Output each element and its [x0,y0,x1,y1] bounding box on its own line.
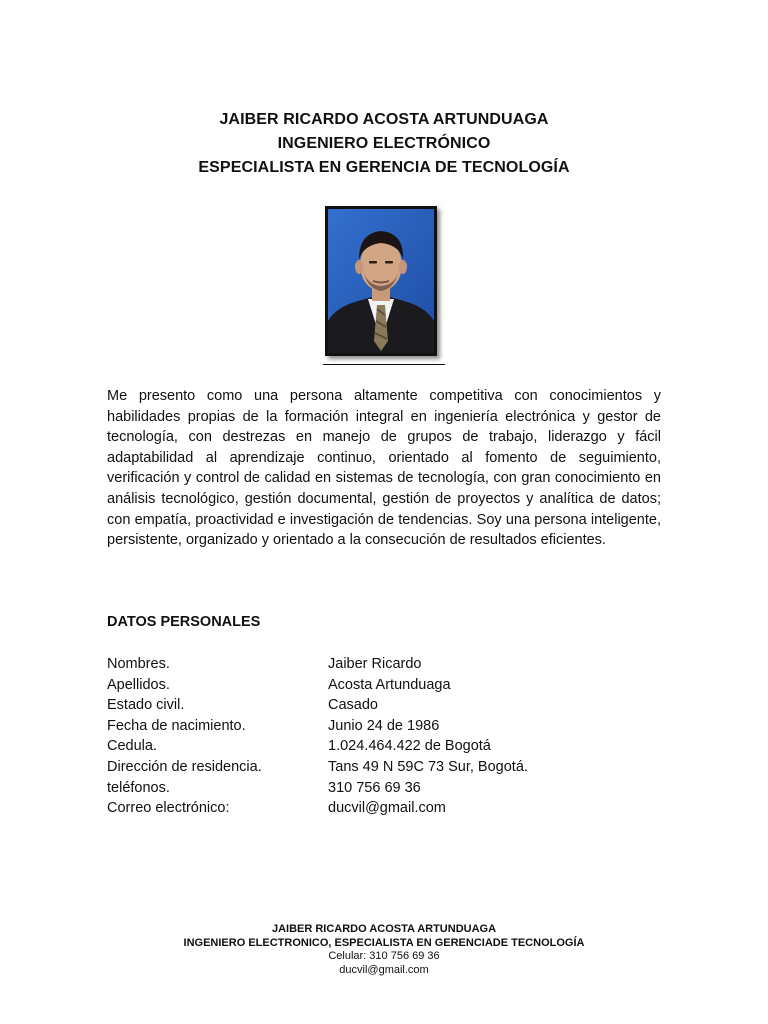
specialty-title: ESPECIALISTA EN GERENCIA DE TECNOLOGÍA [198,159,570,176]
footer-name: JAIBER RICARDO ACOSTA ARTUNDUAGA [271,923,497,935]
personal-data-row [107,716,667,737]
field-value: 1.024.464.422 de Bogotá [328,738,491,755]
portrait-photo [325,206,437,356]
field-value: Jaiber Ricardo [328,656,422,672]
personal-data-row [107,654,667,675]
professional-title: INGENIERO ELECTRÓNICO [277,135,491,152]
field-value: Junio 24 de 1986 [328,717,440,734]
footer-title: INGENIERO ELECTRONICO, ESPECIALISTA EN GERENCIADE TECNOLOGÍA [183,936,585,949]
field-label: Apellidos. [107,676,170,693]
personal-data-heading: DATOS PERSONALES [107,614,261,630]
field-label: Nombres. [107,656,170,672]
field-label: Dirección de residencia. [107,758,262,775]
field-label: Fecha de nacimiento. [107,717,246,734]
field-value: 310 756 69 36 [328,779,421,796]
page-footer [0,923,768,977]
personal-data-row [107,757,667,778]
field-value: Casado [328,697,378,714]
personal-data-list [107,654,667,819]
field-value: Tans 49 N 59C 73 Sur, Bogotá. [328,758,528,775]
field-value: Acosta Artunduaga [328,676,451,693]
personal-data-row [107,675,667,696]
personal-data-row [107,778,667,799]
field-label: Cedula. [107,738,157,755]
personal-data-row [107,736,667,757]
field-label: Correo electrónico: [107,800,230,817]
document-header [0,108,768,180]
personal-data-row [107,695,667,716]
footer-phone: Celular: 310 756 69 36 [328,950,440,962]
field-label: teléfonos. [107,779,170,796]
profile-summary: Me presento como una persona altamente competitiva con conocimientos y habilidades propias de la formación integral en ingeniería electrónica y gestor de tecnología, con destrezas en manejo de grupos de trabajo, liderazgo y fácil adaptabilidad al aprendizaje continuo, orientado al fomento de seguimiento, verificación y control de calidad en sistemas de tecnología, con gran conocimiento en análisis tecnológico, gestión documental, gestión de proyectos y analítica de datos; con empatía, proactividad e investigación de tendencias. Soy una persona inteligente, persistente, organizado y orientado a la consecución de resultados eficientes. [107,388,661,549]
photo-underline [323,364,445,365]
field-label: Estado civil. [107,697,185,714]
portrait-icon [328,209,434,353]
personal-data-row [107,798,667,819]
email-value: ducvil@gmail.com [328,800,446,817]
footer-email: ducvil@gmail.com [339,963,429,976]
person-name: JAIBER RICARDO ACOSTA ARTUNDUAGA [219,111,549,128]
